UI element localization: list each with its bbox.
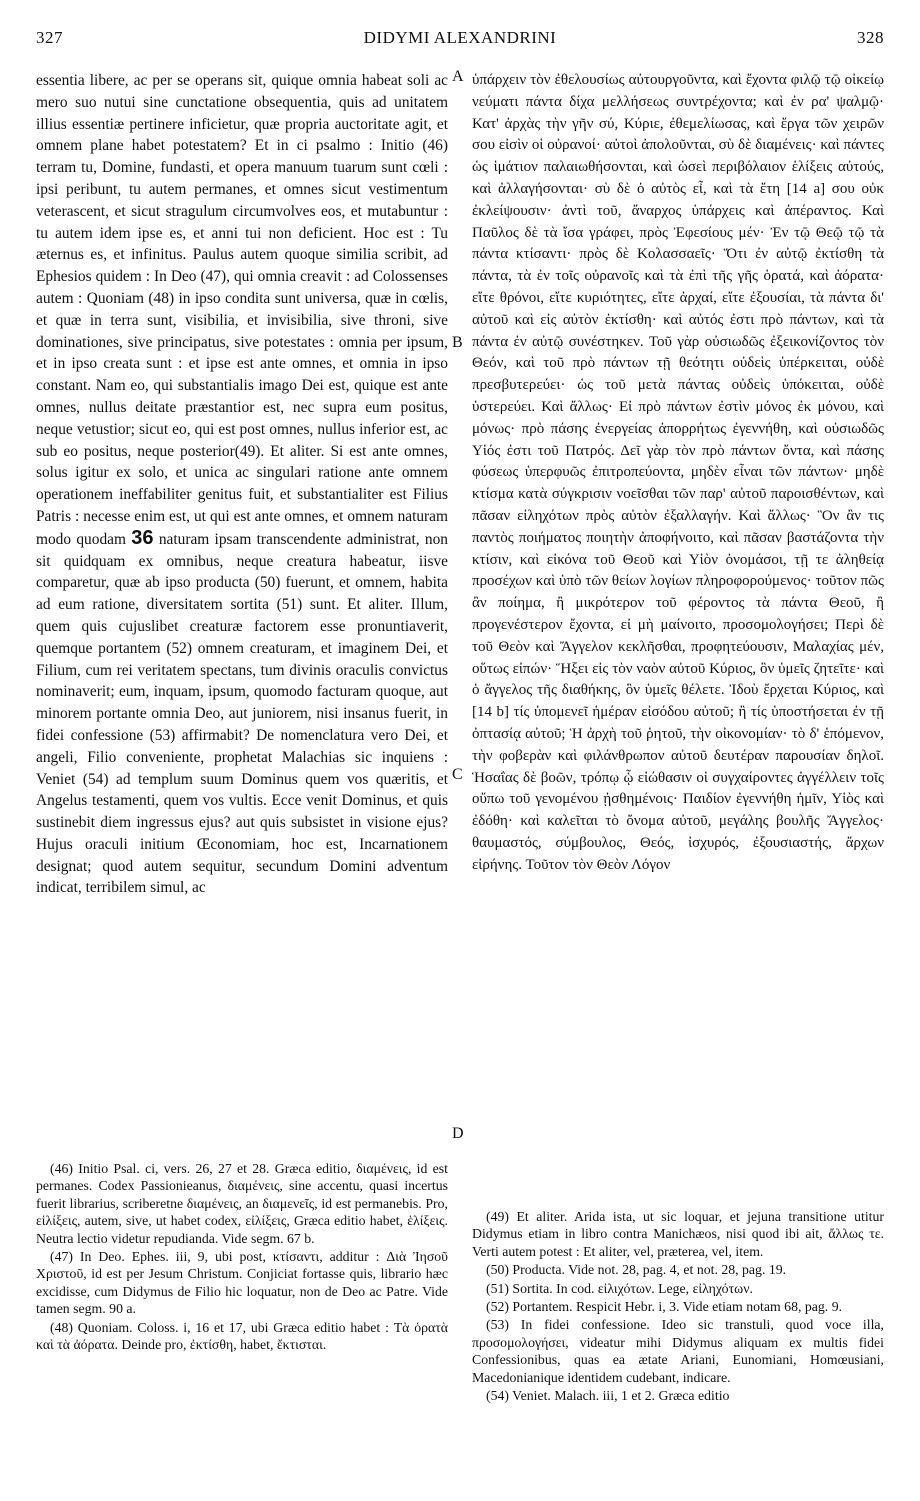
section-marker-d: D: [452, 1125, 464, 1142]
greek-text: ὑπάρχειν τὸν ἐθελουσίως αὐτουργοῦντα, καὶ ἔχοντα φιλῷ τῷ οἰκείῳ νεύματι πάντα δίχα μελλήσεως συντρέχοντα; καὶ ἐν ρα' ψαλμῷ· Κατ' ἀρχὰς τὴν γῆν σύ, Κύριε, ἐθεμελίωσας, καὶ ἔργα τῶν χειρῶν σου εἰσὶν οἱ οὐρανοί· αὐτοὶ ἀπολοῦνται, σὺ δὲ διαμένεις· καὶ πάντες ὡς ἱμάτιον παλαιωθήσονται, καὶ ὡσεὶ περιβόλαιον ἑλίξεις αὐτούς, καὶ ἀλλαγήσονται· σὺ δὲ ὁ αὐτὸς εἶ, καὶ τὰ ἔτη [14 a] σου οὐκ ἐκλείψουσιν· ἀντὶ τοῦ, ἄναρχος ὑπάρχεις καὶ ἀπέραντος. Καὶ Παῦλος δὲ τὰ ἴσα γράφει, πρὸς Ἐφεσίους μέν· Ἐν τῷ Θεῷ τῷ τὰ πάντα κτίσαντι· πρὸς δὲ Κολασσαεῖς· Ὅτι ἐν αὐτῷ ἐκτίσθη τὰ πάντα, τὰ ἐν τοῖς οὐρανοῖς καὶ τὰ ἐπὶ τῆς γῆς ὁρατά, καὶ ἀόρατα· εἴτε θρόνοι, εἴτε κυριότητες, εἴτε ἀρχαί, εἴτε ἐξουσίαι, τὰ πάντα δι' αὐτοῦ καὶ εἰς αὐτὸν ἐκτίσθη· καὶ αὐτός ἐστι πρὸ πάντων, καὶ τὰ πάντα ἐν αὐτῷ συνέστηκεν. Τοῦ γὰρ οὐσιωδῶς ἐξεικονίζοντος τὸν Θεόν, καὶ τοῦ πρὸ πάντων τῇ θεότητι οὐδεὶς ὑπέρκειται, οὐδὲ πρεσβυτερεύει· ὡς τοῦ μετὰ πάντας οὐδεὶς ὑπόκειται, οὐδὲ ὑστερεύει. Καὶ ἄλλως· Εἰ πρὸ πάντων ἐστὶν μόνος ἐκ μόνου, καὶ μόνως· πρὸ πάσης ἐνεργείας ἀπορρήτως ἐγεννήθη, καὶ οὐσιωδῶς Υἱός ἐστι τοῦ Πατρός. Δεῖ γὰρ τὸν πρὸ πάντων ὄντα, καὶ πάσης φύσεως ὑπερφυῶς ἐπιτροπεύοντα, μηδὲν εἶναι τῶν πάντων· μηδὲ κτίσμα κατὰ σύγκρισιν νοεῖσθαι τῶν παρ' αὐτοῦ παροισθέντων, καὶ πᾶσαν εἰληχότων πρὸς αὐτὸν ἐξαλλαγήν. Καὶ ἄλλως· Ὃν ἂν τις παντὸς ποιήματος ποιητὴν ἀποφήνοιτο, καὶ πᾶσαν βαστάζοντα τὴν κτίσιν, καὶ εἰκόνα τοῦ Θεοῦ καὶ Υἱὸν ὀνομάσοι, τῇ τε ἀληθείᾳ προσέχων καὶ ὑπὸ τῶν θείων λογίων πληροφορούμενος· τοῦτον πῶς ἂν ποίημα, ἢ μικρότερον τοῦ φέροντος τὰ πάντα Θεοῦ, ἢ προγενέστερον ἔχοντα, εἰ μὴ μαίνοιτο, προσομολογήσει; Περὶ δὲ τοῦ Θεὸν καὶ Ἄγγελον κεκλῆσθαι, προφητεύουσιν, Μαλαχίας μέν, οὕτως εἰπών· Ἥξει εἰς τὸν ναὸν αὐτοῦ Κύριος, ὃν ὑμεῖς ζητεῖτε· καὶ ὁ ἄγγελος τῆς διαθήκης, ὃν ὑμεῖς θέλετε. Ἰδοὺ ἔρχεται Κύριος, καὶ [14 b] τίς ὑπομενεῖ ἡμέραν εἰσόδου αὐτοῦ; ἢ τίς ὑποστήσεται ἐν τῇ ὀπτασίᾳ αὐτοῦ; Ἡ ἀρχὴ τοῦ ῥητοῦ, τὴν οἰκονομίαν· τὸ δ' ἑπόμενον, τὴν φοβερὰν καὶ φιλάνθρωπον αὐτοῦ δευτέραν παρουσίαν δηλοῖ. Ἡσαΐας δὲ βοῶν, τρόπῳ ᾧ εἰώθασιν οἱ συγχαίροντες ἀγγέλλειν τοῖς οὔπω τοῦ γενομένου ᾐσθημένοις· Παιδίον ἐγεννήθη ἡμῖν, Υἱὸς καὶ ἐδόθη· καὶ καλεῖται τὸ ὄνομα αὐτοῦ, μεγάλης βουλῆς Ἄγγελος· θαυμαστός, σύμβουλος, Θεός, ἰσχυρός, ἐξουσιαστής, ἄρχων εἰρήνης. Τοῦτον τὸν Θεὸν Λόγον: [472, 72, 884, 873]
footnote: (49) Et aliter. Arida ista, ut sic loquar, et jejuna transitione utitur Didymus etiam in libro contra Manichæos, nisi quod ibi ait, ἄλλως τε. Verti autem potest : Et aliter, vel, præterea, vel, item.: [472, 1209, 884, 1259]
footnotes-left: [36, 1160, 448, 1354]
running-title: DIDYMI ALEXANDRINI: [363, 28, 557, 47]
greek-column: [472, 70, 884, 876]
page-number-left: 327: [36, 28, 63, 47]
latin-text-continued: naturam ipsam transcendente administrat, non sit quidquam ex omnibus, neque creatura habeatur, iisve comparetur, quæ ab ipso producta (50) fuerunt, et omnem, habita ad eum ratione, diversitatem sortita (51) sunt. Et aliter. Illum, quem quis cujuslibet creaturæ factorem esse pronuntiaverit, quemque portantem (52) omnem creaturam, et imaginem Dei, et Filium, cum rei veritatem spectans, tum divinis oraculis convictus nominaverit; eum, inquam, ipsum, quomodo facturam quoque, aut minorem portante omnia Deo, aut juniorem, nisi insanus fuerit, in fidei confessione (53) affirmabit? De nomenclatura vero Dei, et angeli, Filio conveniente, prophetat Malachias sic inquiens : Veniet (54) ad templum suum Dominus quem vos quæritis, et Angelus testamenti, quem vos vultis. Ecce venit Dominus, et quis sustinebit diem ingressus ejus? aut quis subsistet in visione ejus? Hujus oraculi initium Œconomiam, hoc est, Incarnationem designat; quod autem sequitur, secundum Domini adventum indicat, terribilem simul, ac: [36, 530, 448, 897]
page-marker: 36: [131, 526, 154, 549]
footnote: (48) Quoniam. Coloss. i, 16 et 17, ubi Græca editio habet : Τὰ ὁρατὰ καὶ τὰ ἀόρατα. Deinde pro, ἐκτίσθη, habet, ἔκτισται.: [36, 1319, 448, 1353]
footnote: (51) Sortita. In cod. εἰλιχότων. Lege, εἰληχότων.: [486, 1280, 753, 1296]
latin-column: [36, 70, 448, 899]
footnotes-right: [472, 1208, 884, 1405]
section-marker-c: C: [452, 766, 463, 783]
footnote: (47) In Deo. Ephes. iii, 9, ubi post, κτίσαντι, additur : Διὰ Ἰησοῦ Χριστοῦ, id est per Jesum Christum. Conjiciat fortasse quis, librario hæc excidisse, cum Didymus de Filio hic loquatur, non de Deo ac Patre. Vide tamen segm. 90 a.: [36, 1249, 448, 1317]
section-marker-b: B: [452, 334, 463, 351]
footnote: (46) Initio Psal. ci, vers. 26, 27 et 28. Græca editio, διαμένεις, id est permanes. Codex Passionieanus, διαμένεις, sine accentu, quasi incertus fuerit librarius, scriberetne διαμένεις, an διαμενεῖς, id est permanebis. Pro, εἱλίξεις, autem, sive, ut habet codex, εἰλίξεις, Græca editio habet, ἑλίξεις. Neutra lectio videtur repudianda. Vide segm. 67 b.: [36, 1161, 448, 1246]
footnote: (50) Producta. Vide not. 28, pag. 4, et not. 28, pag. 19.: [486, 1262, 787, 1278]
page-header: [36, 28, 884, 54]
footnote: (53) In fidei confessione. Ideo sic transtuli, quod voce illa, προσομολογήσει, videatur mihi Didymus aliquam ex multis fidei Confessionibus, quas ea ætate Ariani, Eunomiani, Homœusiani, Macedonianique identidem cudebant, indicare.: [472, 1317, 884, 1385]
footnote: (54) Veniet. Malach. iii, 1 et 2. Græca editio: [486, 1388, 730, 1404]
page-number-right: 328: [857, 28, 884, 47]
latin-text: essentia libere, ac per se operans sit, quique omnia habeat soli ac mero suo nutui sine cunctatione obsequentia, quis ad unitatem illius essentiæ pertinere inficietur, quæ propria auctoritate agit, et omnem plane habet potestatem? Et in ci psalmo : Initio (46) terram tu, Domine, fundasti, et opera manuum tuarum sunt cœli : ipsi peribunt, tu autem permanes, et omnes sicut vestimentum veterascent, et sicut stragulum circumvolves eos, et mutabuntur : tu autem idem ipse es, et anni tui non deficient. Hoc est : Tu æternus es, et infinitus. Paulus autem quoque similia scribit, ad Ephesios quidem : In Deo (47), qui omnia creavit : ad Colossenses autem : Quoniam (48) in ipso condita sunt universa, quæ in cœlis, et quæ in terra sunt, visibilia, et invisibilia, sive throni, sive dominationes, sive principatus, sive potestates : omnia per ipsum, et in ipso creata sunt : et ipse est ante omnes, et omnia in ipso constant. Nam eo, qui substantialis imago Dei est, quique est ante omnes, nullus deitate præstantior est, nec supra eum positus, neque vetustior; sicut eo, qui est post omnes, nullus inferior est, ac sub eo positus, neque posterior(49). Et aliter. Si est ante omnes, solus igitur ex solo, et unica ac singulari ratione ante omnem operationem ineffabiliter genitus fuit, et substantialiter est Filius Patris : necesse enim est, ut qui est ante omnes, et omnem naturam modo quodam: [36, 72, 448, 548]
section-marker-a: A: [452, 68, 464, 85]
footnote: (52) Portantem. Respicit Hebr. i, 3. Vide etiam notam 68, pag. 9.: [486, 1299, 843, 1315]
